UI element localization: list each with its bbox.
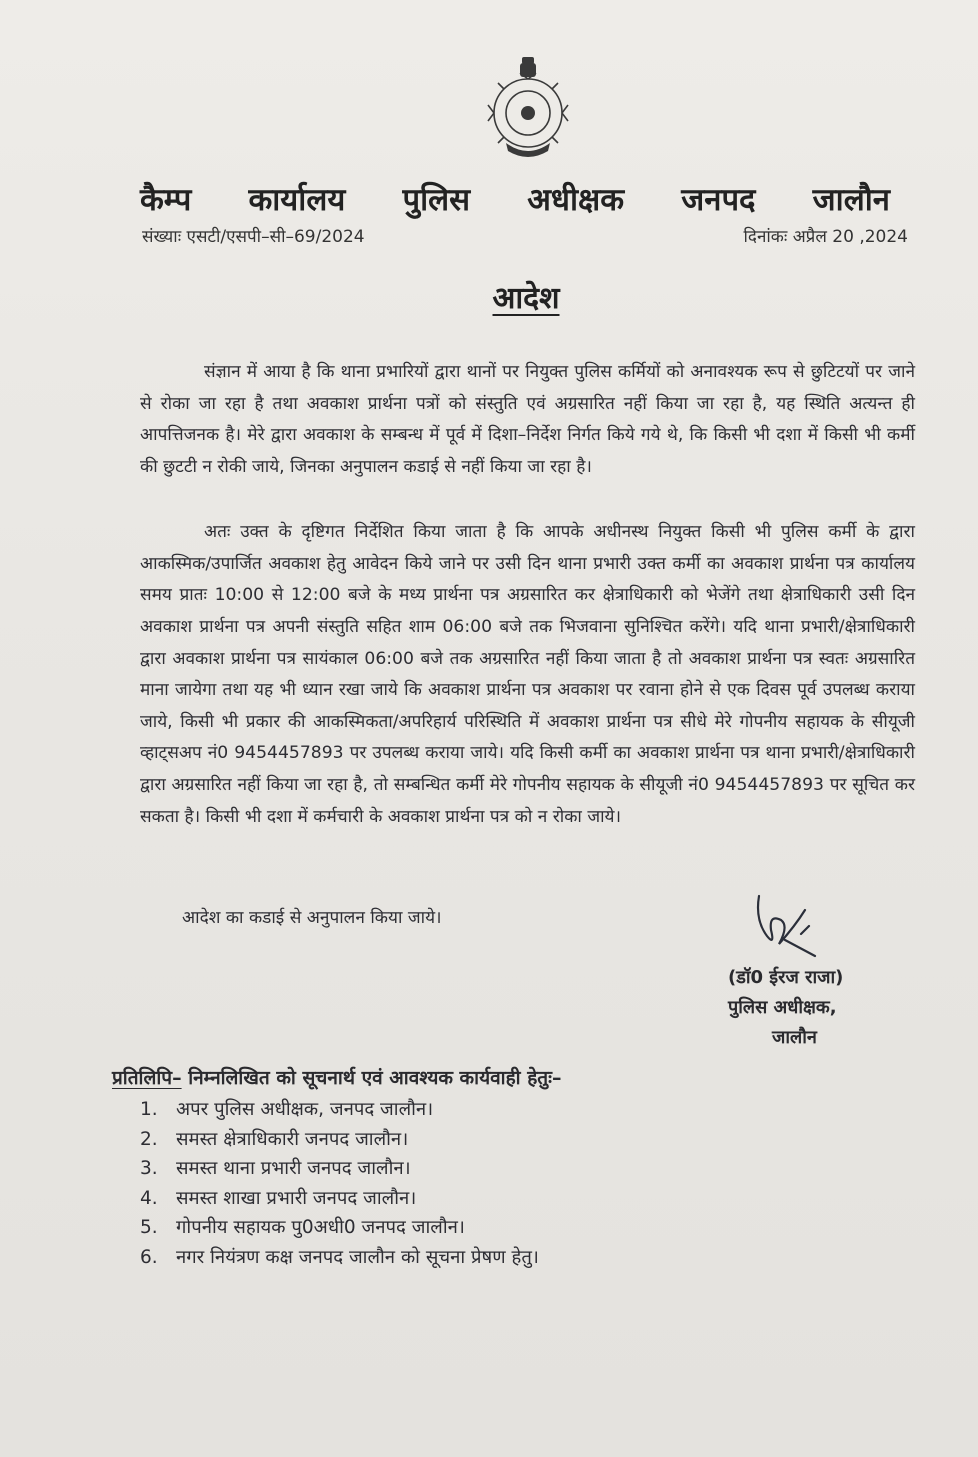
list-item: 6. नगर नियंत्रण कक्ष जनपद जालौन को सूचना प्रेषण हेतु।	[140, 1246, 539, 1268]
heading-word: जनपद	[681, 182, 756, 218]
office-heading	[140, 178, 890, 220]
signatory-place: जालौन	[772, 1027, 817, 1048]
handwritten-signature-icon	[745, 890, 825, 960]
list-item: 3. समस्त थाना प्रभारी जनपद जालौन।	[140, 1158, 411, 1179]
heading-word: अधीक्षक	[527, 182, 625, 218]
copy-label: प्रतिलिपि–	[112, 1067, 182, 1089]
signatory-name: (डॉ0 ईरज राजा)	[728, 967, 844, 988]
up-police-emblem-icon	[470, 55, 590, 165]
body-paragraph-1: संज्ञान में आया है कि थाना प्रभारियों द्वारा थानों पर नियुक्त पुलिस कर्मियों को अनावश्यक रूप से छुटिटयों पर जाने से रोका जा रहा है तथा अवकाश प्रार्थना पत्रों को संस्तुति एवं अग्रसारित नहीं किया जा रहा है, यह स्थिति अत्यन्त ही आपत्तिजनक है। मेरे द्वारा अवकाश के सम्बन्ध में पूर्व में दिशा–निर्देश निर्गत किये गये थे, कि किसी भी दशा में किसी भी कर्मी की छुटटी न रोकी जाये, जिनका अनुपालन कडाई से नहीं किया जा रहा है।	[140, 362, 915, 477]
list-item: 2. समस्त क्षेत्राधिकारी जनपद जालौन।	[140, 1128, 409, 1150]
list-item: 4. समस्त शाखा प्रभारी जनपद जालौन।	[140, 1187, 417, 1209]
copy-heading-text: निम्नलिखित को सूचनार्थ एवं आवश्यक कार्यवाही हेतुः–	[181, 1067, 562, 1089]
body-paragraph-3: आदेश का कडाई से अनुपालन किया जाये।	[182, 908, 442, 928]
list-item: 5. गोपनीय सहायक पु0अधी0 जनपद जालौन।	[140, 1217, 465, 1238]
heading-word: कैम्प	[140, 182, 192, 218]
letter-date: दिनांकः अप्रैल 20 ,2024	[743, 227, 908, 247]
signatory-designation: पुलिस अधीक्षक,	[728, 997, 837, 1018]
signatory-block	[700, 963, 900, 1053]
letter-number: संख्याः एसटी/एसपी–सी–69/2024	[142, 227, 365, 247]
order-title: आदेश	[492, 281, 560, 316]
copy-to-heading	[112, 1064, 561, 1090]
reference-line	[142, 224, 908, 247]
heading-word: पुलिस	[402, 182, 471, 218]
list-item: 1. अपर पुलिस अधीक्षक, जनपद जालौन।	[140, 1099, 434, 1120]
body-paragraph-2: अतः उक्त के दृष्टिगत निर्देशित किया जाता है कि आपके अधीनस्थ नियुक्त किसी भी पुलिस कर्मी के द्वारा आकस्मिक/उपार्जित अवकाश हेतु आवेदन किये जाने पर उसी दिन थाना प्रभारी उक्त कर्मी का अवकाश प्रार्थना पत्र कार्यालय समय प्रातः 10:00 से 12:00 बजे के मध्य प्रार्थना पत्र अग्रसारित कर क्षेत्राधिकारी को भेजेंगे तथा क्षेत्राधिकारी उसी दिन अवकाश प्रार्थना पत्र अपनी संस्तुति सहित शाम 06:00 बजे तक भिजवाना सुनिश्चित करेंगे। यदि थाना प्रभारी/क्षेत्राधिकारी द्वारा अवकाश प्रार्थना पत्र सायंकाल 06:00 बजे तक अग्रसारित नहीं किया जाता है तो अवकाश प्रार्थना पत्र स्वतः अग्रसारित माना जायेगा तथा यह भी ध्यान रखा जाये कि अवकाश प्रार्थना पत्र अवकाश पर रवाना होने से एक दिवस पूर्व उपलब्ध कराया जाये, किसी भी प्रकार की आकस्मिकता/अपरिहार्य परिस्थिति में अवकाश प्रार्थना पत्र सीधे मेरे गोपनीय सहायक के सीयूजी व्हाट्सअप नं0 9454457893 पर उपलब्ध कराया जाये। यदि किसी कर्मी का अवकाश प्रार्थना पत्र थाना प्रभारी/क्षेत्राधिकारी द्वारा अग्रसारित नहीं किया जा रहा है, तो सम्बन्धित कर्मी मेरे गोपनीय सहायक के सीयूजी नं0 9454457893 पर सूचित कर सकता है। किसी भी दशा में कर्मचारी के अवकाश प्रार्थना पत्र को न रोका जाये।	[140, 522, 915, 827]
heading-word: जालौन	[812, 182, 890, 218]
heading-word: कार्यालय	[248, 182, 346, 218]
copy-to-list	[140, 1095, 539, 1272]
